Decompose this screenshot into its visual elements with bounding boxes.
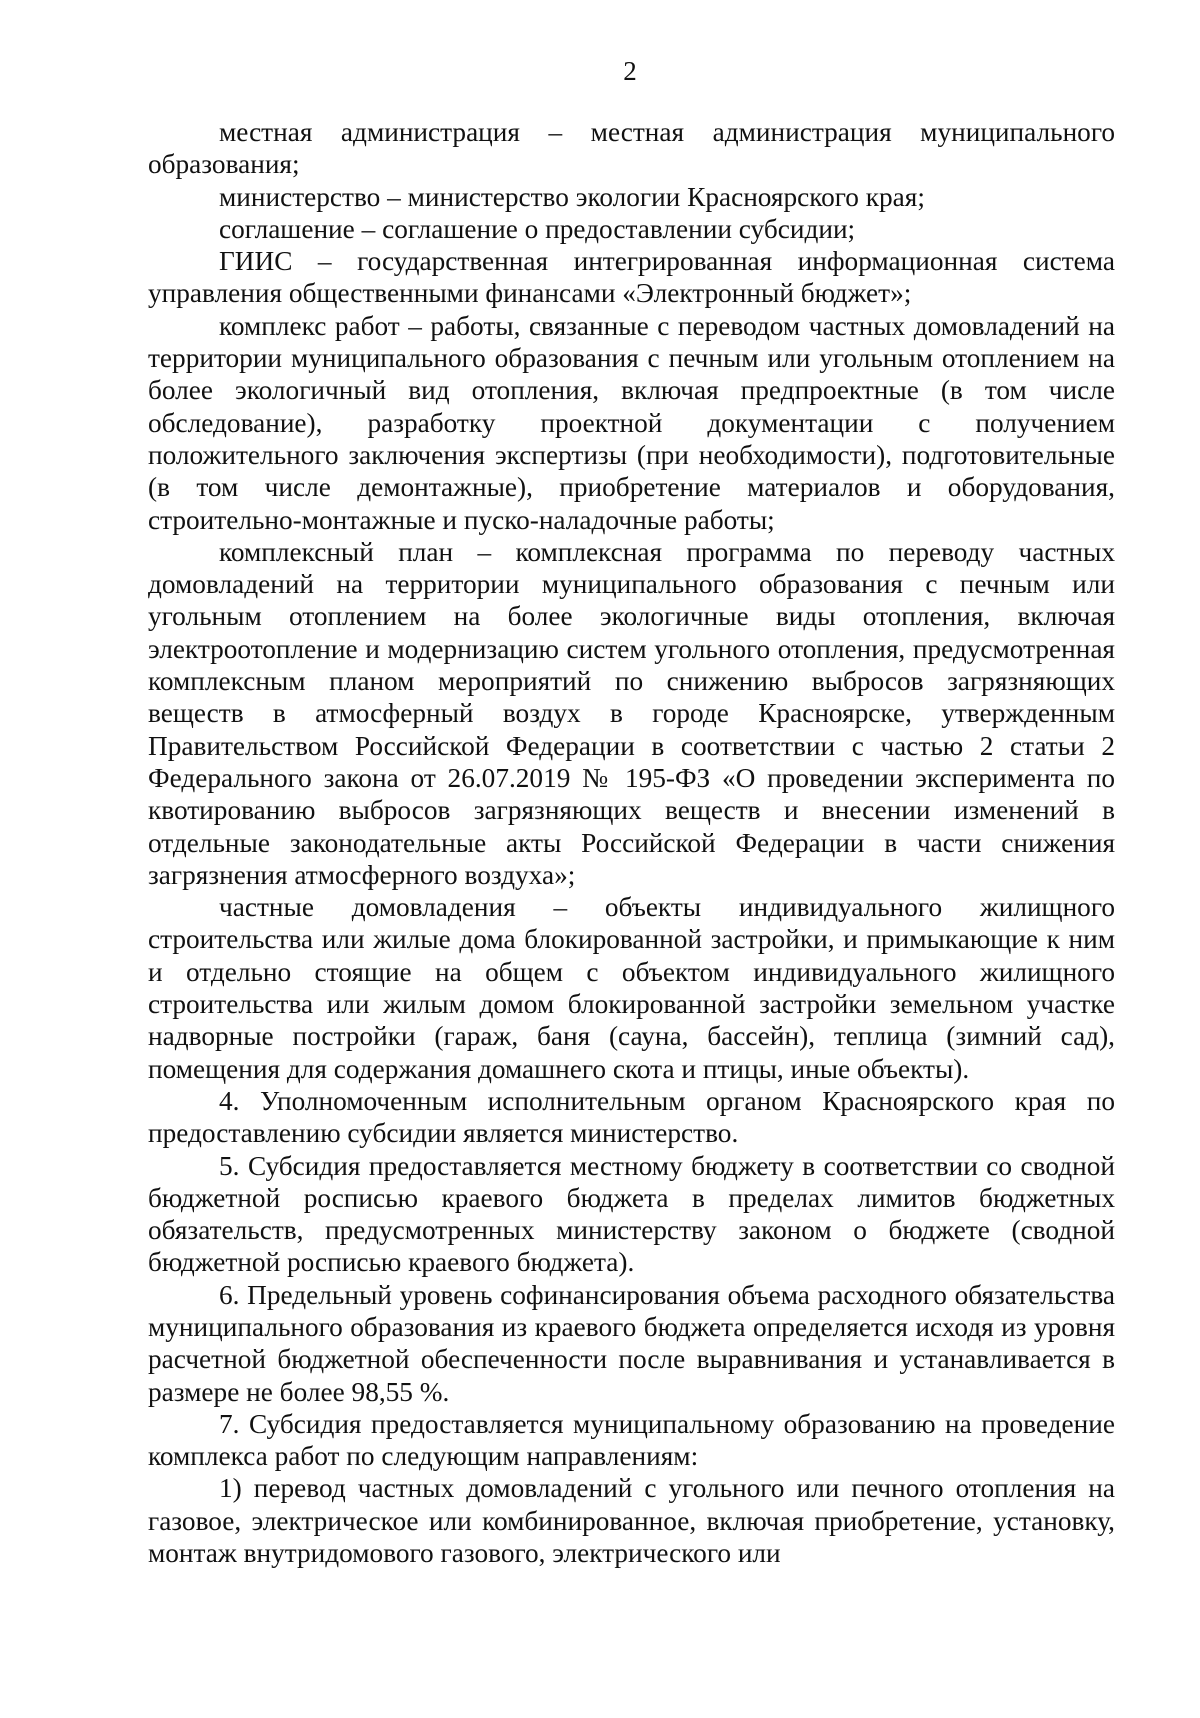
paragraph-item-5: 5. Субсидия предоставляется местному бюджету в соответствии со сводной бюджетной росписью краевого бюджета в пределах лимитов бюджетных обязательств, предусмотренных министерству законом о бюджете (сводной бюджетной росписью краевого бюджета). — [148, 1150, 1115, 1278]
document-body — [148, 116, 1115, 1569]
paragraph-item-7: 7. Субсидия предоставляется муниципальному образованию на проведение комплекса работ по следующим направлениям: — [148, 1408, 1115, 1472]
paragraph-complex-plan: комплексный план – комплексная программа по переводу частных домовладений на территории муниципального образования с печным или угольным отоплением на более экологичные виды отопления, включая электроотопление и модернизацию систем угольного отопления, предусмотренная комплексным планом мероприятий по снижению выбросов загрязняющих веществ в атмосферный воздух в городе Красноярске, утвержденным Правительством Российской Федерации в соответствии с частью 2 статьи 2 Федерального закона от 26.07.2019 № 195-ФЗ «О проведении эксперимента по квотированию выбросов загрязняющих веществ и внесении изменений в отдельные законодательные акты Российской Федерации в части снижения загрязнения атмосферного воздуха»; — [148, 536, 1115, 890]
paragraph-local-administration: местная администрация – местная администрация муниципального образования; — [148, 117, 1115, 180]
paragraph-item-4: 4. Уполномоченным исполнительным органом Красноярского края по предоставлению субсидии является министерство. — [148, 1085, 1115, 1149]
paragraph-work-complex: комплекс работ – работы, связанные с переводом частных домовладений на территории муниципального образования с печным или угольным отоплением на более экологичный вид отопления, включая предпроектные (в том числе обследование), разработку проектной документации с получением положительного заключения экспертизы (при необходимости), подготовительные (в том числе демонтажные), приобретение материалов и оборудования, строительно-монтажные и пуско-наладочные работы; — [148, 310, 1115, 535]
page-number: 2 — [623, 56, 637, 86]
paragraph-private-households: частные домовладения – объекты индивидуального жилищного строительства или жилые дома блокированной застройки, и примыкающие к ним и отдельно стоящие на общем с объектом индивидуального жилищного строительства или жилым домом блокированной застройки земельном участке надворные постройки (гараж, баня (сауна, бассейн), теплица (зимний сад), помещения для содержания домашнего скота и птицы, иные объекты). — [148, 892, 1115, 1084]
paragraph-ministry: министерство – министерство экологии Красноярского края; — [219, 181, 925, 212]
paragraph-subitem-1: 1) перевод частных домовладений с угольного или печного отопления на газовое, электрическое или комбинированное, включая приобретение, установку, монтаж внутридомового газового, электрического или — [148, 1473, 1115, 1569]
paragraph-giis: ГИИС – государственная интегрированная информационная система управления общественными финансами «Электронный бюджет»; — [148, 246, 1115, 309]
paragraph-item-6: 6. Предельный уровень софинансирования объема расходного обязательства муниципального образования из краевого бюджета определяется исходя из уровня расчетной бюджетной обеспеченности после выравнивания и устанавливается в размере не более 98,55 %. — [148, 1279, 1115, 1407]
paragraph-agreement: соглашение – соглашение о предоставлении субсидии; — [219, 213, 856, 244]
